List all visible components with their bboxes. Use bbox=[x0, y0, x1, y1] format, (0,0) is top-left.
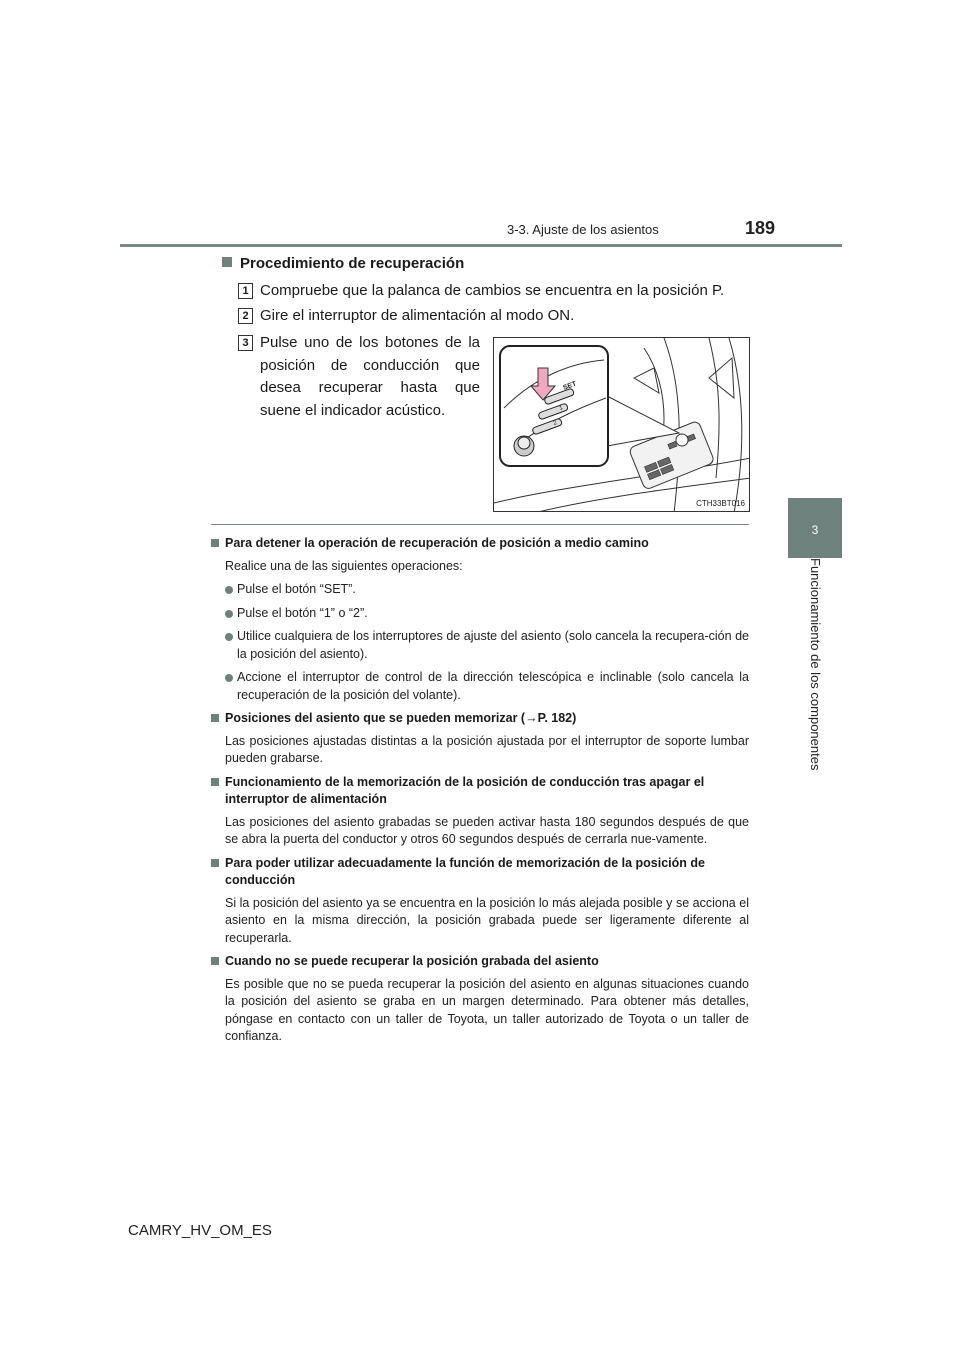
step-number-3: 3 bbox=[238, 335, 253, 351]
note-square-icon bbox=[211, 714, 219, 722]
arrow-icon: → bbox=[525, 711, 538, 725]
note-heading: Para poder utilizar adecuadamente la función de memorización de la posición de conducción bbox=[211, 855, 749, 890]
note-body: Es posible que no se pueda recuperar la posición del asiento en algunas situaciones cuando la posición del asiento se graba en un margen determinado. Para obtener más detalles, póngase en contacto con un taller de Toyota, un taller autorizado de Toyota o un taller de confianza. bbox=[225, 976, 749, 1043]
chapter-label: Funcionamiento de los componentes bbox=[808, 558, 823, 771]
notes-section bbox=[211, 535, 749, 1052]
note-heading: Posiciones del asiento que se pueden memorizar (→P. 182) bbox=[211, 710, 749, 728]
step-number-2: 2 bbox=[238, 308, 253, 324]
note-body: Si la posición del asiento ya se encuentra en la posición lo más alejada posible y se acciona el asiento en la misma dirección, la posición grabada puede ser ligeramente diferente al recuperarla. bbox=[225, 895, 749, 945]
note-body: Realice una de las siguientes operaciones: bbox=[225, 558, 463, 573]
bullet-item: Utilice cualquiera de los interruptores de ajuste del asiento (solo cancela la recupera-ción de la posición del asiento). bbox=[211, 628, 749, 663]
procedure-title-text: Procedimiento de recuperación bbox=[240, 255, 465, 272]
note-heading: Funcionamiento de la memorización de la posición de conducción tras apagar el interruptor de alimentación bbox=[211, 774, 749, 809]
note-heading: Para detener la operación de recuperación de posición a medio camino bbox=[211, 535, 749, 553]
note-square-icon bbox=[211, 778, 219, 786]
bullet-dot-icon bbox=[225, 674, 233, 682]
step-text-3: Pulse uno de los botones de la posición de conducción que desea recuperar hasta que suene el indicador acústico. bbox=[260, 334, 480, 419]
bullet-item: Accione el interruptor de control de la dirección telescópica e inclinable (solo cancela la recuperación de la posición del volante). bbox=[211, 669, 749, 704]
document-code: CAMRY_HV_OM_ES bbox=[128, 1222, 272, 1239]
memory-seat-illustration bbox=[493, 337, 750, 512]
bullet-item: Pulse el botón “SET”. bbox=[211, 581, 749, 599]
step-text-1: Compruebe que la palanca de cambios se encuentra en la posición P. bbox=[260, 282, 725, 299]
section-divider bbox=[211, 524, 749, 525]
procedure-title bbox=[222, 255, 464, 272]
bullet-dot-icon bbox=[225, 610, 233, 618]
chapter-label-container bbox=[788, 558, 842, 788]
chapter-number: 3 bbox=[811, 523, 819, 537]
set-button-label: SET bbox=[562, 380, 578, 392]
door-panel-drawing bbox=[494, 338, 750, 512]
note-square-icon bbox=[211, 957, 219, 965]
note-square-icon bbox=[211, 859, 219, 867]
memory-1-label: 1 bbox=[558, 405, 564, 412]
bullet-item: Pulse el botón “1” o “2”. bbox=[211, 605, 749, 623]
section-square-icon bbox=[222, 257, 232, 267]
figure-code: CTH33BT016 bbox=[696, 499, 745, 508]
note-heading: Cuando no se puede recuperar la posición grabada del asiento bbox=[211, 953, 749, 971]
step-text-2: Gire el interruptor de alimentación al modo ON. bbox=[260, 307, 575, 324]
step-number-1: 1 bbox=[238, 283, 253, 299]
memory-2-label: 2 bbox=[552, 420, 558, 427]
page-number: 189 bbox=[745, 218, 776, 238]
note-body: Las posiciones ajustadas distintas a la posición ajustada por el interruptor de soporte lumbar pueden grabarse. bbox=[225, 733, 749, 765]
note-square-icon bbox=[211, 539, 219, 547]
bullet-dot-icon bbox=[225, 633, 233, 641]
header-divider bbox=[120, 244, 842, 247]
bullet-dot-icon bbox=[225, 586, 233, 594]
note-body: Las posiciones del asiento grabadas se pueden activar hasta 180 segundos después de que se abra la puerta del conductor y otros 60 segundos después de cerrarla nue-vamente. bbox=[225, 814, 749, 846]
section-title: 3-3. Ajuste de los asientos bbox=[507, 222, 659, 237]
